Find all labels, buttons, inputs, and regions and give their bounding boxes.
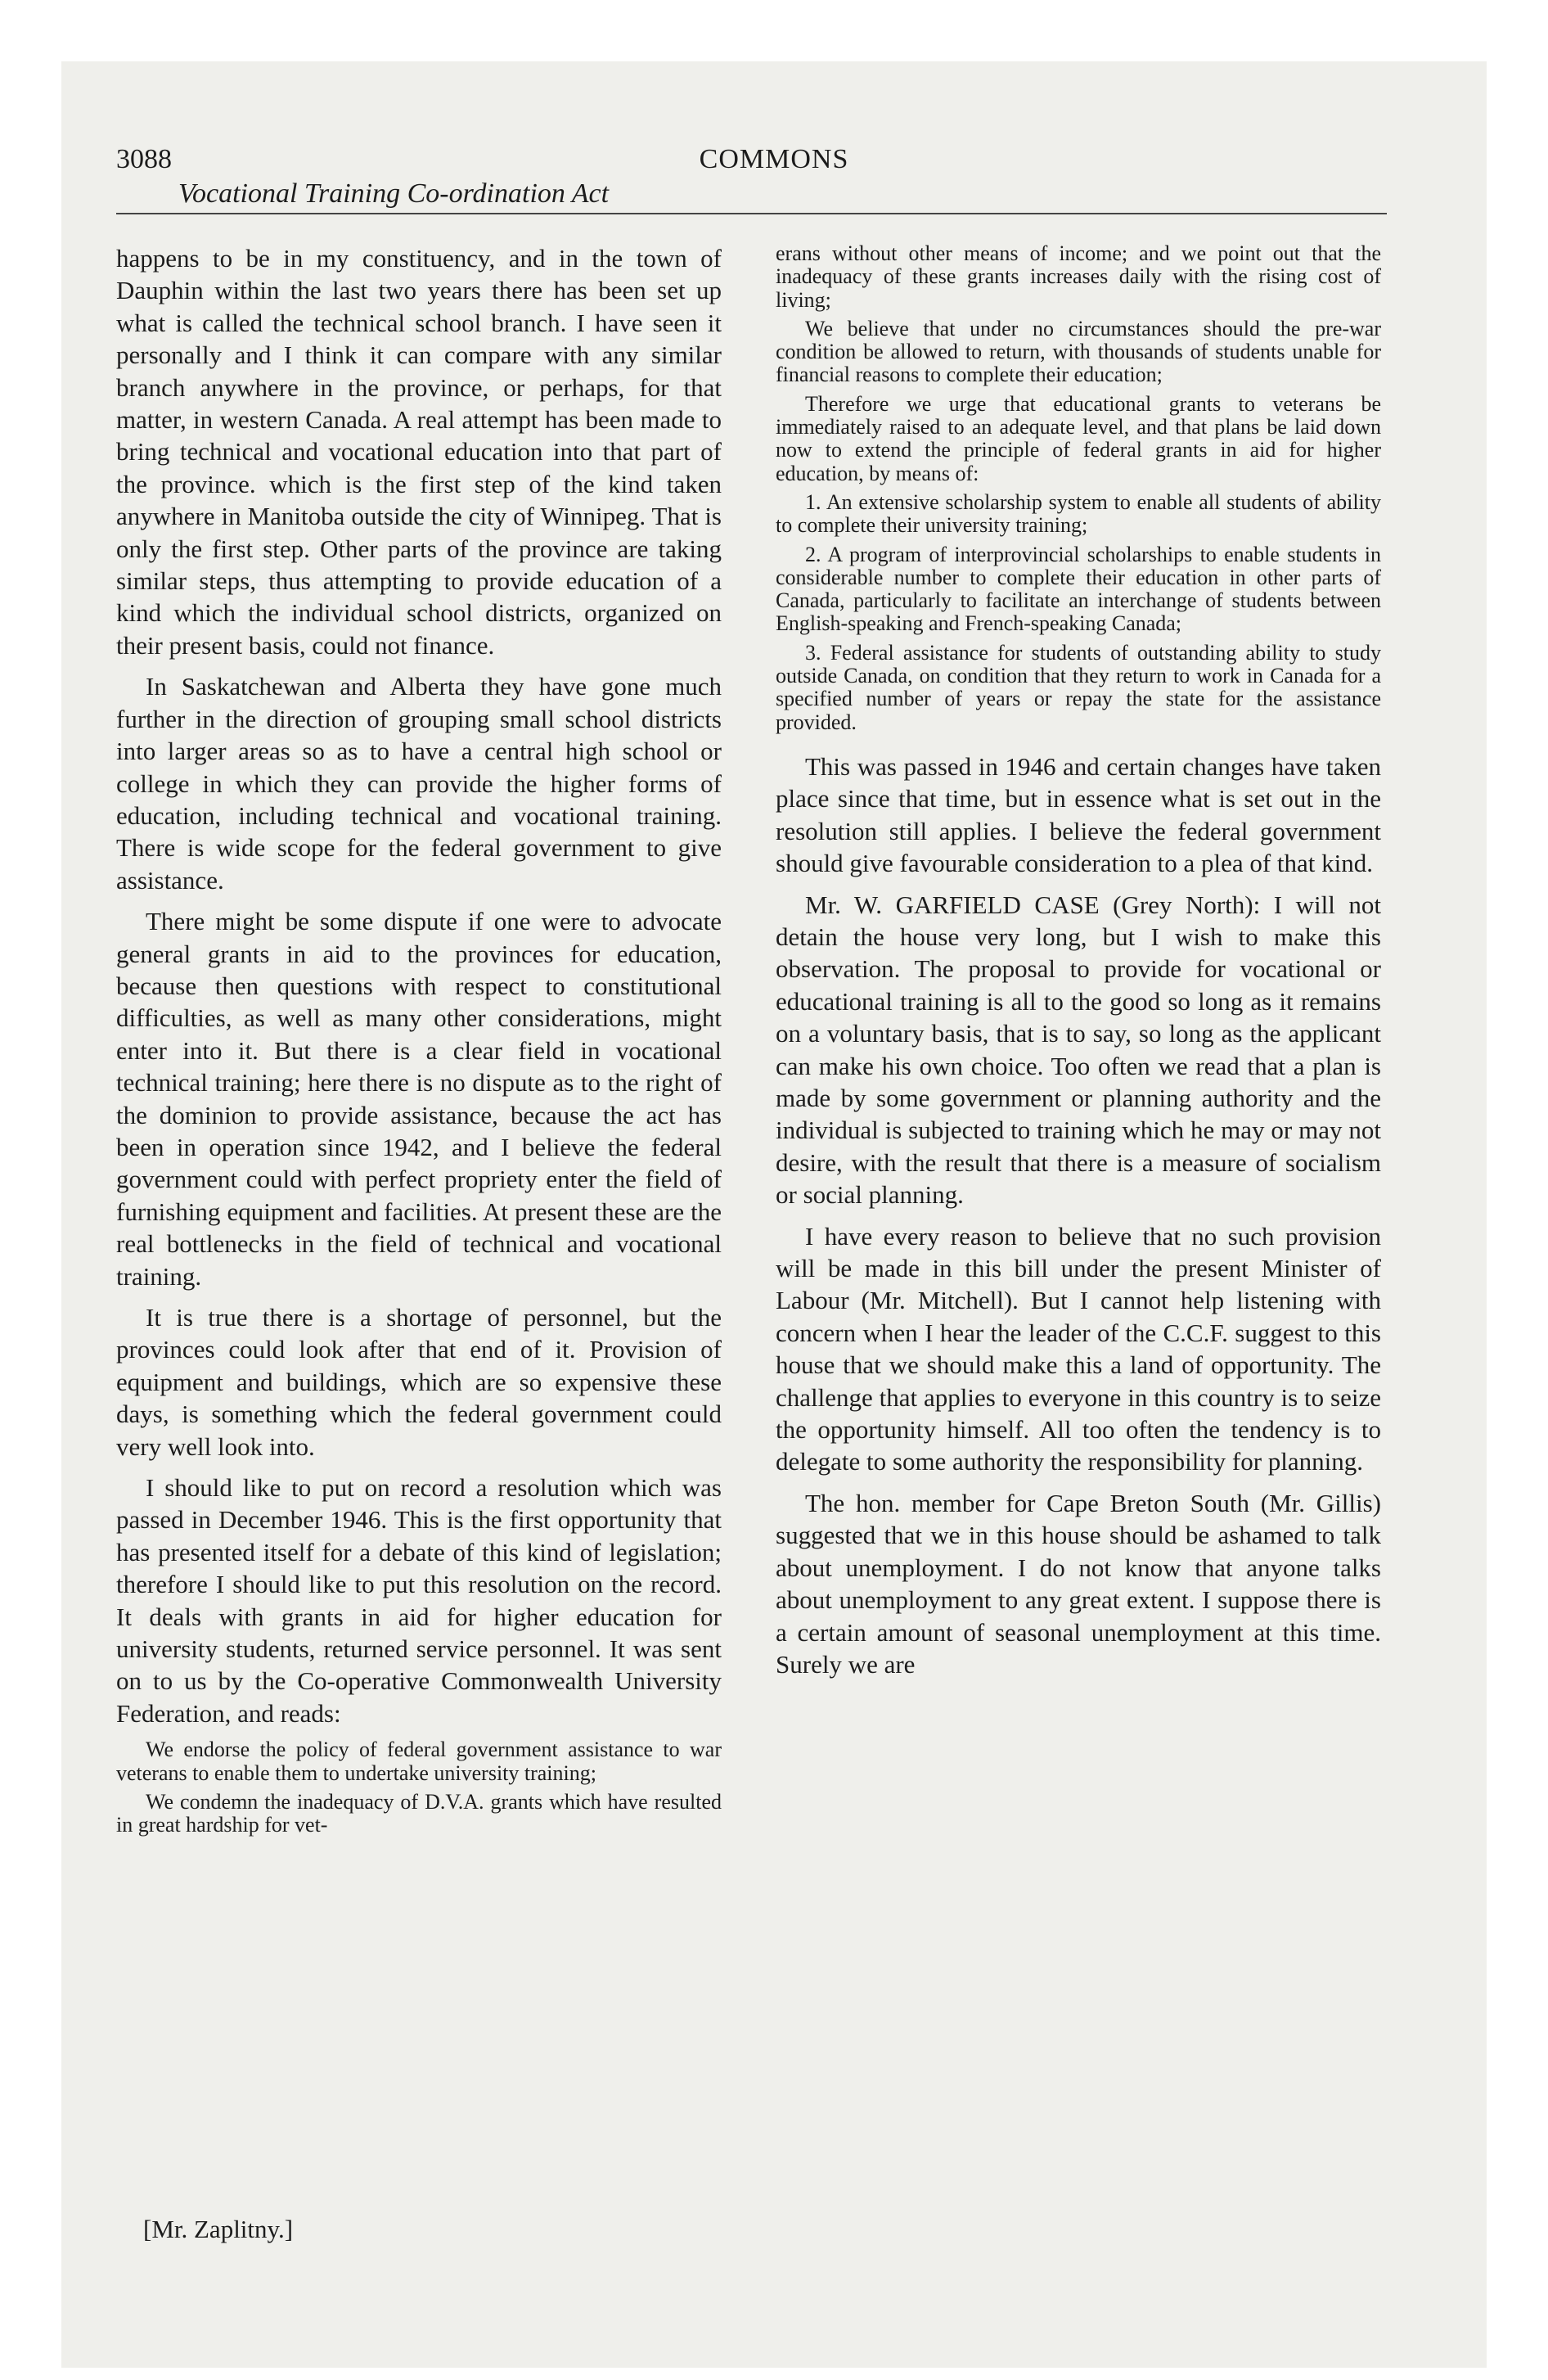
quote-list-item: 2. A program of interprovincial scholarships to enable students in considerable number to complete their education in other parts of Canada, particularly to facilitate an interchange of students between English-speaking and French-speaking Canada; <box>776 542 1381 636</box>
quote-paragraph: We endorse the policy of federal government assistance to war veterans to enable them to undertake university training; <box>116 1738 722 1785</box>
left-quoted-resolution <box>116 1738 722 1837</box>
paragraph: This was passed in 1946 and certain changes have taken place since that time, but in essence what is set out in the resolution still applies. I believe the federal government should give favourable consideration to a plea of that kind. <box>776 751 1381 878</box>
paragraph: The hon. member for Cape Breton South (Mr. Gillis) suggested that we in this house should be ashamed to talk about unemployment. I do not know that anyone talks about unemployment to any great extent. I suppose there is a certain amount of seasonal unemployment at this time. Surely we are <box>776 1488 1381 1679</box>
quote-paragraph: erans without other means of income; and we point out that the inadequacy of these grants increases daily with the rising cost of living; <box>776 241 1381 312</box>
paragraph: happens to be in my constituency, and in the town of Dauphin within the last two years there has been set up what is called the technical school branch. I have seen it personally and I think it can compare with any similar branch anywhere in the province, or perhaps, for that matter, in western Canada. A real attempt has been made to bring technical and vocational education into that part of the province. which is the first step of the kind taken anywhere in Manitoba outside the city of Winnipeg. That is only the first step. Other parts of the province are taking similar steps, thus attempting to provide education of a kind which the individual school districts, organized on their present basis, could not finance. <box>116 244 722 660</box>
quote-paragraph: We believe that under no circumstances should the pre-war condition be allowed to return, with thousands of students unable for financial reasons to complete their education; <box>776 316 1381 387</box>
paragraph: It is true there is a shortage of personnel, but the provinces could look after that end of it. Provision of equipment and buildings, which are so expensive these days, is something which the federal government could very well look into. <box>116 1303 722 1461</box>
right-quoted-resolution <box>776 242 1381 734</box>
header-rule <box>116 213 1387 214</box>
paragraph: I should like to put on record a resolution which was passed in December 1946. This is the first opportunity that has presented itself for a debate of this kind of legislation; therefore I should like to put this resolution on the record. It deals with grants in aid for higher education for university students, returned service personnel. It was sent on to us by the Co-operative Commonwealth University Federation, and reads: <box>116 1473 722 1728</box>
quote-paragraph: We condemn the inadequacy of D.V.A. grants which have resulted in great hardship for vet- <box>116 1789 722 1837</box>
left-body-text <box>116 242 722 1729</box>
speaker-paragraph: Mr. W. GARFIELD CASE (Grey North): I will not detain the house very long, but I wish to make this observation. The proposal to provide for vocational or educational training is all to the good so long as it remains on a voluntary basis, that is to say, so long as the applicant can make his own choice. Too often we read that a plan is made by some government or planning authority and the individual is subjected to training which he may or may not desire, with the result that there is a measure of socialism or social planning. <box>776 890 1381 1210</box>
paragraph: There might be some dispute if one were to advocate general grants in aid to the provinces for education, because then questions with respect to constitutional difficulties, as well as many other considerations, might enter into it. But there is a clear field in vocational technical training; here there is no dispute as to the right of the dominion to provide assistance, because the act has been in operation since 1942, and I believe the federal government could with perfect propriety enter the field of furnishing equipment and facilities. At present these are the real bottlenecks in the field of technical and vocational training. <box>116 907 722 1291</box>
right-column <box>776 242 1381 1689</box>
speaker-footer-note: [Mr. Zaplitny.] <box>143 2215 294 2243</box>
paragraph: I have every reason to believe that no such provision will be made in this bill under the present Minister of Labour (Mr. Mitchell). But I cannot help listening with concern when I hear the leader of the C.C.F. suggest to this house that we should make this a land of opportunity. The challenge that applies to everyone in this country is to seize the opportunity himself. All too often the tendency is to delegate to some authority the responsibility for planning. <box>776 1221 1381 1476</box>
left-column <box>116 242 722 1842</box>
quote-list-item: 1. An extensive scholarship system to enable all students of ability to complete their university training; <box>776 489 1381 538</box>
right-body-text <box>776 751 1381 1680</box>
running-subtitle: Vocational Training Co-ordination Act <box>178 178 610 209</box>
quote-list-item: 3. Federal assistance for students of outstanding ability to study outside Canada, on condition that they return to work in Canada for a specified number of years or repay the state for the assistance provided. <box>776 640 1381 734</box>
paragraph: In Saskatchewan and Alberta they have gone much further in the direction of grouping small school districts into larger areas so as to have a central high school or college in which they can provide the higher forms of education, including technical and vocational training. There is wide scope for the federal government to give assistance. <box>116 672 722 895</box>
running-title: COMMONS <box>699 144 849 174</box>
quote-paragraph: Therefore we urge that educational grants to veterans be immediately raised to an adequate level, and that plans be laid down now to extend the principle of federal grants in aid for higher education, by means of: <box>776 391 1381 485</box>
page-number: 3088 <box>116 144 172 174</box>
